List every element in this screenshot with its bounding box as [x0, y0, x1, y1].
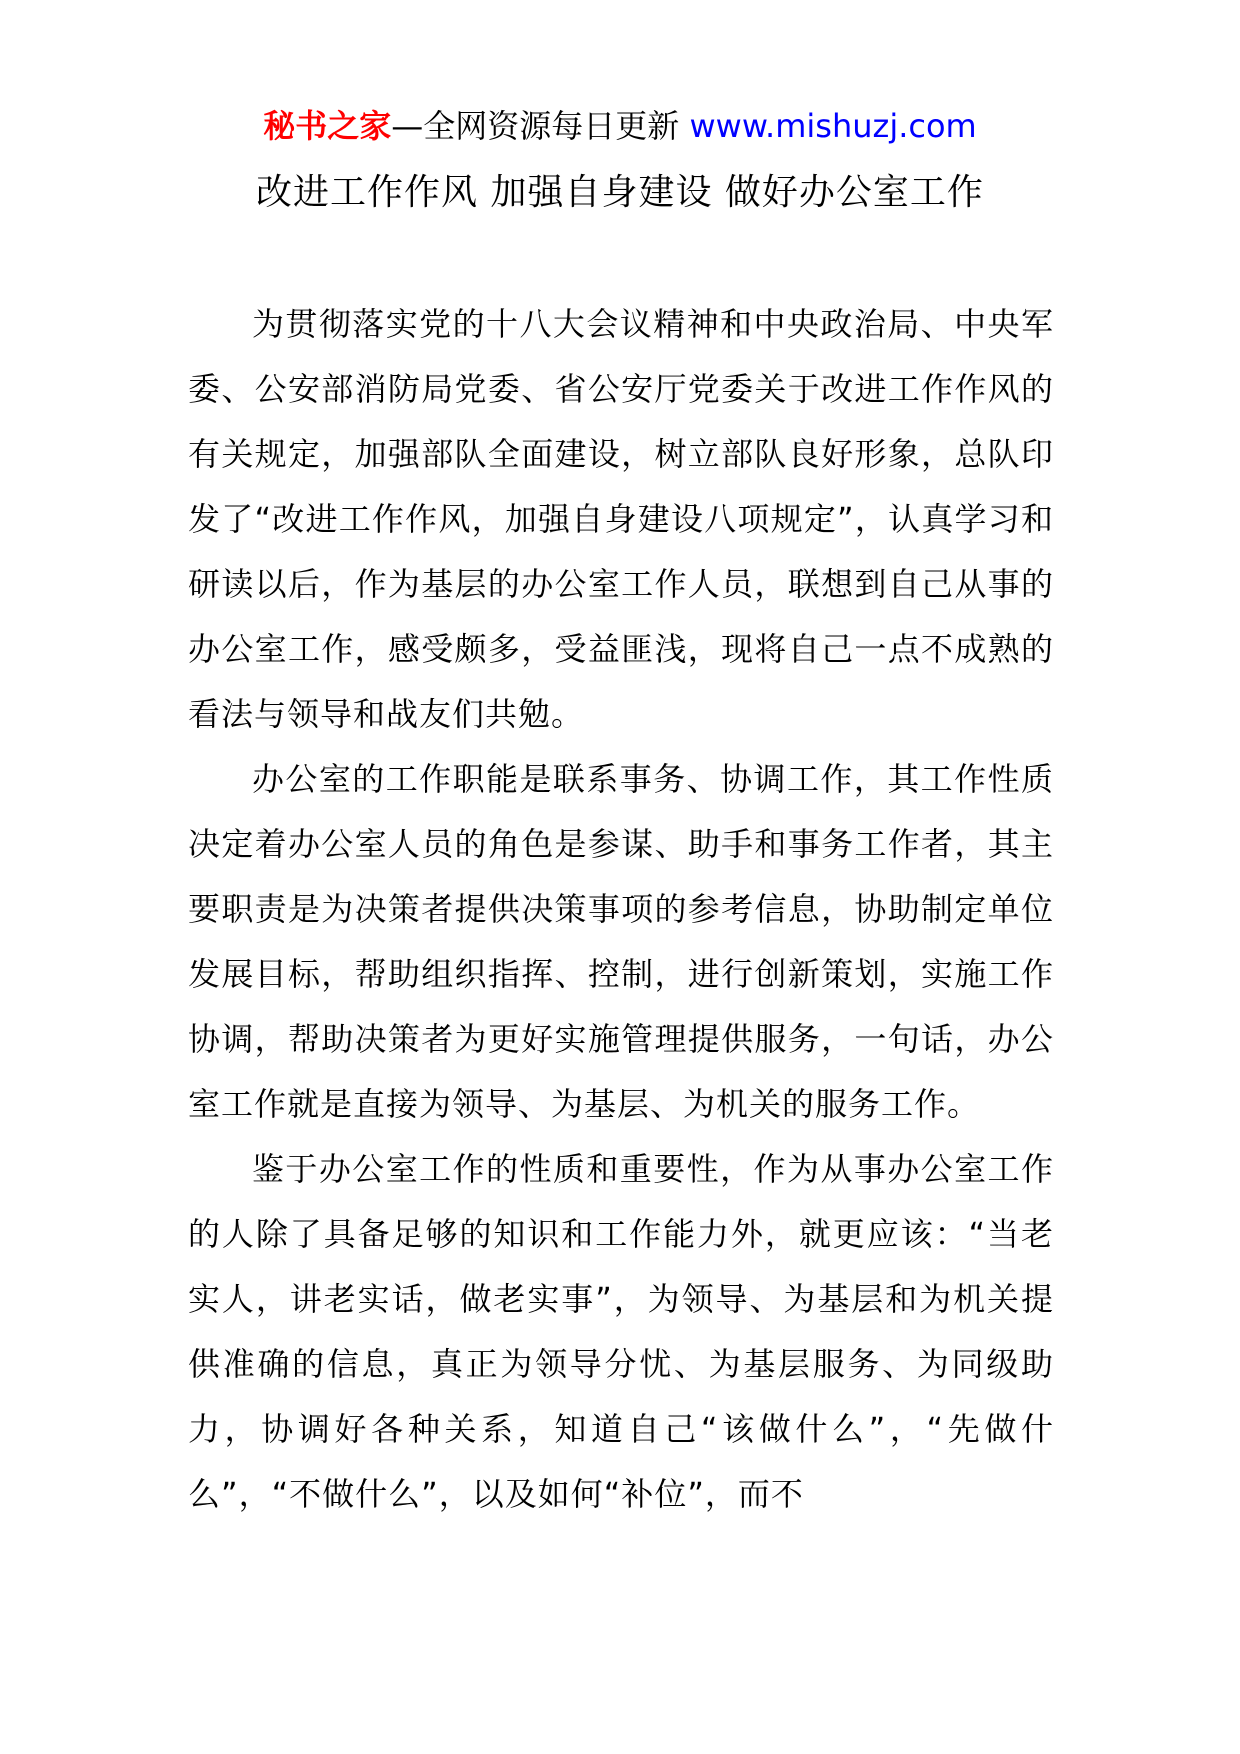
document-body — [188, 292, 1054, 1527]
brand-name: 秘书之家 — [263, 107, 392, 145]
site-header — [0, 104, 1240, 148]
paragraph-2: 办公室的工作职能是联系事务、协调工作，其工作性质决定着办公室人员的角色是参谋、助手和事务工作者，其主要职责是为决策者提供决策事项的参考信息，协助制定单位发展目标，帮助组织指挥、控制，进行创新策划，实施工作协调，帮助决策者为更好实施管理提供服务，一句话，办公室工作就是直接为领导、为基层、为机关的服务工作。 — [188, 760, 1054, 1123]
site-url-link[interactable]: www.mishuzj.com — [689, 107, 977, 145]
document-title: 改进工作作风 加强自身建设 做好办公室工作 — [256, 172, 984, 213]
paragraph-3: 鉴于办公室工作的性质和重要性，作为从事办公室工作的人除了具备足够的知识和工作能力外，就更应该：“当老实人，讲老实话，做老实事”，为领导、为基层和为机关提供准确的信息，真正为领导分忧、为基层服务、为同级助力，协调好各种关系，知道自己“该做什么”，“先做什么”，“不做什么”，以及如何“补位”，而不 — [188, 1150, 1054, 1513]
paragraph-1: 为贯彻落实党的十八大会议精神和中央政治局、中央军委、公安部消防局党委、省公安厅党委关于改进工作作风的有关规定，加强部队全面建设，树立部队良好形象，总队印发了“改进工作作风，加强自身建设八项规定”，认真学习和研读以后，作为基层的办公室工作人员，联想到自己从事的办公室工作，感受颇多，受益匪浅，现将自己一点不成熟的看法与领导和战友们共勉。 — [188, 305, 1054, 733]
header-tagline: —全网资源每日更新 — [391, 107, 680, 145]
